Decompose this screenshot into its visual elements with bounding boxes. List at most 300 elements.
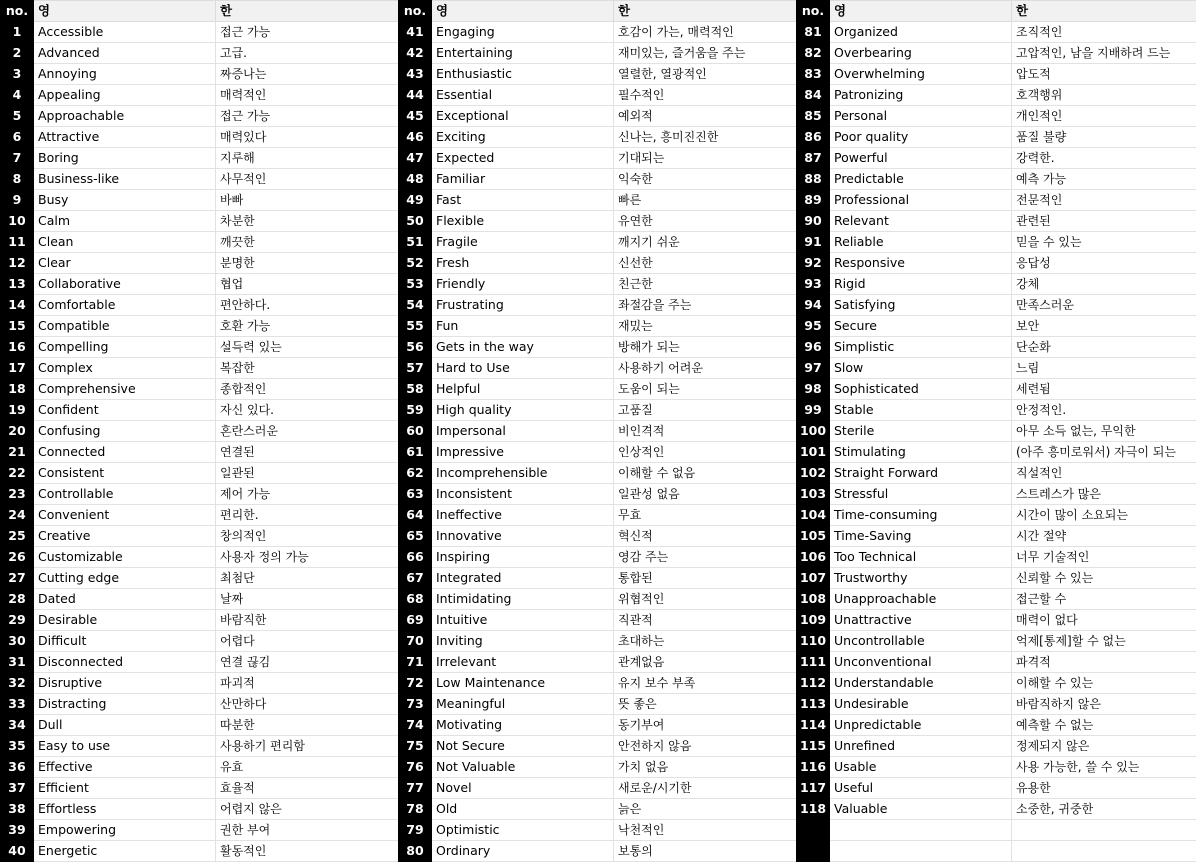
table-row bbox=[797, 715, 1196, 736]
english-word: Powerful bbox=[830, 148, 1012, 169]
row-number: 57 bbox=[399, 358, 432, 379]
table-row bbox=[797, 43, 1196, 64]
korean-translation: 방해가 되는 bbox=[614, 337, 799, 358]
english-word: Effective bbox=[34, 757, 216, 778]
korean-translation: 바람직하지 않은 bbox=[1012, 694, 1196, 715]
row-number bbox=[797, 841, 830, 862]
word-table bbox=[796, 0, 1196, 862]
row-number: 34 bbox=[1, 715, 34, 736]
korean-translation: 영감 주는 bbox=[614, 547, 799, 568]
korean-translation: 낙천적인 bbox=[614, 820, 799, 841]
row-number bbox=[797, 820, 830, 841]
table-row bbox=[1, 232, 401, 253]
table-row bbox=[1, 778, 401, 799]
korean-translation: 고급. bbox=[216, 43, 401, 64]
english-word: Dull bbox=[34, 715, 216, 736]
table-row bbox=[399, 337, 799, 358]
english-word: Stable bbox=[830, 400, 1012, 421]
table-row bbox=[797, 379, 1196, 400]
korean-translation: 비인격적 bbox=[614, 421, 799, 442]
korean-translation: 강력한. bbox=[1012, 148, 1196, 169]
korean-translation: 인상적인 bbox=[614, 442, 799, 463]
row-number: 37 bbox=[1, 778, 34, 799]
row-number: 117 bbox=[797, 778, 830, 799]
word-table-panel-1 bbox=[0, 0, 400, 862]
korean-translation: 종합적인 bbox=[216, 379, 401, 400]
english-word: Unattractive bbox=[830, 610, 1012, 631]
korean-translation: 파격적 bbox=[1012, 652, 1196, 673]
english-word: Energetic bbox=[34, 841, 216, 862]
english-word: Appealing bbox=[34, 85, 216, 106]
english-word: Entertaining bbox=[432, 43, 614, 64]
korean-translation: 동기부여 bbox=[614, 715, 799, 736]
row-number: 4 bbox=[1, 85, 34, 106]
table-row bbox=[399, 652, 799, 673]
row-number: 70 bbox=[399, 631, 432, 652]
korean-translation: 소중한, 귀중한 bbox=[1012, 799, 1196, 820]
korean-translation: 도움이 되는 bbox=[614, 379, 799, 400]
english-word: Intimidating bbox=[432, 589, 614, 610]
table-row bbox=[399, 295, 799, 316]
table-row bbox=[399, 169, 799, 190]
korean-translation: 예측할 수 없는 bbox=[1012, 715, 1196, 736]
table-row bbox=[797, 400, 1196, 421]
table-row bbox=[797, 694, 1196, 715]
table-row bbox=[797, 295, 1196, 316]
row-number: 103 bbox=[797, 484, 830, 505]
row-number: 35 bbox=[1, 736, 34, 757]
english-word: Convenient bbox=[34, 505, 216, 526]
row-number: 83 bbox=[797, 64, 830, 85]
table-row bbox=[399, 820, 799, 841]
table-row bbox=[797, 778, 1196, 799]
english-word: Connected bbox=[34, 442, 216, 463]
table-row bbox=[399, 463, 799, 484]
row-number: 52 bbox=[399, 253, 432, 274]
row-number: 99 bbox=[797, 400, 830, 421]
english-word: Meaningful bbox=[432, 694, 614, 715]
korean-translation: 좌절감을 주는 bbox=[614, 295, 799, 316]
row-number: 82 bbox=[797, 43, 830, 64]
table-row bbox=[399, 421, 799, 442]
english-word: Straight Forward bbox=[830, 463, 1012, 484]
table-row bbox=[1, 316, 401, 337]
row-number: 65 bbox=[399, 526, 432, 547]
table-row bbox=[1, 694, 401, 715]
row-number: 56 bbox=[399, 337, 432, 358]
row-number: 62 bbox=[399, 463, 432, 484]
table-row bbox=[1, 673, 401, 694]
row-number: 3 bbox=[1, 64, 34, 85]
korean-translation: 신나는, 흥미진진한 bbox=[614, 127, 799, 148]
korean-translation: 매력적인 bbox=[216, 85, 401, 106]
english-word: Too Technical bbox=[830, 547, 1012, 568]
english-word: Dated bbox=[34, 589, 216, 610]
table-row bbox=[1, 505, 401, 526]
row-number: 118 bbox=[797, 799, 830, 820]
row-number: 1 bbox=[1, 22, 34, 43]
table-row bbox=[797, 463, 1196, 484]
korean-translation: 열렬한, 열광적인 bbox=[614, 64, 799, 85]
row-number: 100 bbox=[797, 421, 830, 442]
row-number: 28 bbox=[1, 589, 34, 610]
table-row bbox=[797, 757, 1196, 778]
korean-translation: 직관적 bbox=[614, 610, 799, 631]
row-number: 81 bbox=[797, 22, 830, 43]
korean-translation: 창의적인 bbox=[216, 526, 401, 547]
table-row bbox=[399, 610, 799, 631]
row-number: 36 bbox=[1, 757, 34, 778]
row-number: 19 bbox=[1, 400, 34, 421]
korean-translation: 만족스러운 bbox=[1012, 295, 1196, 316]
table-row bbox=[1, 820, 401, 841]
korean-translation: 깨지기 쉬운 bbox=[614, 232, 799, 253]
korean-translation: 시간 절약 bbox=[1012, 526, 1196, 547]
row-number: 51 bbox=[399, 232, 432, 253]
header-no: no. bbox=[1, 1, 34, 22]
korean-translation: 고품질 bbox=[614, 400, 799, 421]
table-row bbox=[797, 148, 1196, 169]
table-row bbox=[1, 631, 401, 652]
table-row bbox=[399, 316, 799, 337]
english-word: Professional bbox=[830, 190, 1012, 211]
table-row bbox=[797, 421, 1196, 442]
row-number: 67 bbox=[399, 568, 432, 589]
table-row bbox=[399, 232, 799, 253]
english-word: Useful bbox=[830, 778, 1012, 799]
table-row bbox=[797, 337, 1196, 358]
table-row bbox=[399, 127, 799, 148]
korean-translation: 활동적인 bbox=[216, 841, 401, 862]
korean-translation: 깨끗한 bbox=[216, 232, 401, 253]
row-number: 77 bbox=[399, 778, 432, 799]
english-word: Sterile bbox=[830, 421, 1012, 442]
english-word: Easy to use bbox=[34, 736, 216, 757]
english-word: Unpredictable bbox=[830, 715, 1012, 736]
table-row bbox=[399, 778, 799, 799]
table-row bbox=[797, 589, 1196, 610]
table-row bbox=[1, 610, 401, 631]
english-word: Disconnected bbox=[34, 652, 216, 673]
korean-translation: 설득력 있는 bbox=[216, 337, 401, 358]
korean-translation: 시간이 많이 소요되는 bbox=[1012, 505, 1196, 526]
english-word: High quality bbox=[432, 400, 614, 421]
korean-translation: 분명한 bbox=[216, 253, 401, 274]
table-row bbox=[399, 736, 799, 757]
english-word: Engaging bbox=[432, 22, 614, 43]
row-number: 110 bbox=[797, 631, 830, 652]
english-word: Confusing bbox=[34, 421, 216, 442]
korean-translation: 관계없음 bbox=[614, 652, 799, 673]
korean-translation: 일관된 bbox=[216, 463, 401, 484]
korean-translation: 유연한 bbox=[614, 211, 799, 232]
english-word: Expected bbox=[432, 148, 614, 169]
english-word: Creative bbox=[34, 526, 216, 547]
korean-translation: 이해할 수 있는 bbox=[1012, 673, 1196, 694]
korean-translation: 연결 끊김 bbox=[216, 652, 401, 673]
table-row bbox=[1, 484, 401, 505]
english-word: Gets in the way bbox=[432, 337, 614, 358]
korean-translation: 유효 bbox=[216, 757, 401, 778]
korean-translation: 관련된 bbox=[1012, 211, 1196, 232]
table-row bbox=[1, 379, 401, 400]
korean-translation: 사용 가능한, 쓸 수 있는 bbox=[1012, 757, 1196, 778]
korean-translation: 세련됨 bbox=[1012, 379, 1196, 400]
row-number: 46 bbox=[399, 127, 432, 148]
korean-translation: 품질 불량 bbox=[1012, 127, 1196, 148]
row-number: 53 bbox=[399, 274, 432, 295]
row-number: 101 bbox=[797, 442, 830, 463]
table-row bbox=[797, 85, 1196, 106]
table-row bbox=[1, 400, 401, 421]
korean-translation: 무효 bbox=[614, 505, 799, 526]
korean-translation: 직설적인 bbox=[1012, 463, 1196, 484]
english-word: Personal bbox=[830, 106, 1012, 127]
english-word: Advanced bbox=[34, 43, 216, 64]
row-number: 66 bbox=[399, 547, 432, 568]
english-word: Distracting bbox=[34, 694, 216, 715]
header-english: 영 bbox=[432, 1, 614, 22]
row-number: 42 bbox=[399, 43, 432, 64]
korean-translation: 조직적인 bbox=[1012, 22, 1196, 43]
english-word: Disruptive bbox=[34, 673, 216, 694]
english-word: Time-Saving bbox=[830, 526, 1012, 547]
row-number: 7 bbox=[1, 148, 34, 169]
table-row bbox=[797, 211, 1196, 232]
word-table bbox=[0, 0, 401, 862]
english-word: Not Valuable bbox=[432, 757, 614, 778]
korean-translation: 협업 bbox=[216, 274, 401, 295]
table-row bbox=[1, 127, 401, 148]
table-row bbox=[399, 631, 799, 652]
row-number: 109 bbox=[797, 610, 830, 631]
table-row bbox=[1, 841, 401, 862]
korean-translation: 연결된 bbox=[216, 442, 401, 463]
row-number: 27 bbox=[1, 568, 34, 589]
korean-translation: 보안 bbox=[1012, 316, 1196, 337]
row-number: 12 bbox=[1, 253, 34, 274]
korean-translation: 믿을 수 있는 bbox=[1012, 232, 1196, 253]
row-number: 2 bbox=[1, 43, 34, 64]
row-number: 32 bbox=[1, 673, 34, 694]
table-row bbox=[797, 484, 1196, 505]
header-korean: 한 bbox=[216, 1, 401, 22]
english-word: Difficult bbox=[34, 631, 216, 652]
table-row bbox=[399, 568, 799, 589]
korean-translation: 안정적인. bbox=[1012, 400, 1196, 421]
row-number: 31 bbox=[1, 652, 34, 673]
english-word: Attractive bbox=[34, 127, 216, 148]
row-number: 33 bbox=[1, 694, 34, 715]
row-number: 64 bbox=[399, 505, 432, 526]
table-row bbox=[399, 589, 799, 610]
row-number: 60 bbox=[399, 421, 432, 442]
table-row bbox=[399, 673, 799, 694]
table-row bbox=[797, 169, 1196, 190]
korean-translation: 고압적인, 남을 지배하려 드는 bbox=[1012, 43, 1196, 64]
korean-translation: 뜻 좋은 bbox=[614, 694, 799, 715]
english-word: Confident bbox=[34, 400, 216, 421]
table-row bbox=[797, 631, 1196, 652]
table-row bbox=[399, 757, 799, 778]
row-number: 116 bbox=[797, 757, 830, 778]
english-word: Understandable bbox=[830, 673, 1012, 694]
english-word: Innovative bbox=[432, 526, 614, 547]
row-number: 38 bbox=[1, 799, 34, 820]
korean-translation: 사용하기 편리함 bbox=[216, 736, 401, 757]
english-word: Compelling bbox=[34, 337, 216, 358]
table-row bbox=[797, 673, 1196, 694]
english-word: Comprehensive bbox=[34, 379, 216, 400]
english-word: Inviting bbox=[432, 631, 614, 652]
english-word: Enthusiastic bbox=[432, 64, 614, 85]
table-row bbox=[399, 547, 799, 568]
korean-translation: (아주 흥미로워서) 자극이 되는 bbox=[1012, 442, 1196, 463]
korean-translation: 개인적인 bbox=[1012, 106, 1196, 127]
english-word: Calm bbox=[34, 211, 216, 232]
row-number: 21 bbox=[1, 442, 34, 463]
english-word: Ordinary bbox=[432, 841, 614, 862]
english-word: Helpful bbox=[432, 379, 614, 400]
table-row bbox=[1, 463, 401, 484]
row-number: 72 bbox=[399, 673, 432, 694]
english-word: Simplistic bbox=[830, 337, 1012, 358]
korean-translation: 위협적인 bbox=[614, 589, 799, 610]
table-row bbox=[797, 841, 1196, 862]
row-number: 8 bbox=[1, 169, 34, 190]
korean-translation: 혁신적 bbox=[614, 526, 799, 547]
table-row bbox=[797, 526, 1196, 547]
table-row bbox=[1, 211, 401, 232]
korean-translation: 복잡한 bbox=[216, 358, 401, 379]
english-word: Satisfying bbox=[830, 295, 1012, 316]
row-number: 40 bbox=[1, 841, 34, 862]
row-number: 10 bbox=[1, 211, 34, 232]
row-number: 55 bbox=[399, 316, 432, 337]
row-number: 16 bbox=[1, 337, 34, 358]
english-word: Novel bbox=[432, 778, 614, 799]
row-number: 87 bbox=[797, 148, 830, 169]
english-word bbox=[830, 841, 1012, 862]
row-number: 13 bbox=[1, 274, 34, 295]
table-row bbox=[399, 799, 799, 820]
row-number: 68 bbox=[399, 589, 432, 610]
header-row bbox=[1, 1, 401, 22]
table-row bbox=[797, 274, 1196, 295]
korean-translation: 호환 가능 bbox=[216, 316, 401, 337]
english-word: Stressful bbox=[830, 484, 1012, 505]
table-row bbox=[1, 337, 401, 358]
english-word: Impressive bbox=[432, 442, 614, 463]
english-word: Collaborative bbox=[34, 274, 216, 295]
korean-translation: 느림 bbox=[1012, 358, 1196, 379]
table-row bbox=[399, 106, 799, 127]
table-row bbox=[1, 589, 401, 610]
row-number: 17 bbox=[1, 358, 34, 379]
english-word: Desirable bbox=[34, 610, 216, 631]
korean-translation: 너무 기술적인 bbox=[1012, 547, 1196, 568]
table-row bbox=[1, 757, 401, 778]
table-row bbox=[797, 232, 1196, 253]
korean-translation: 압도적 bbox=[1012, 64, 1196, 85]
row-number: 58 bbox=[399, 379, 432, 400]
header-english: 영 bbox=[830, 1, 1012, 22]
english-word: Not Secure bbox=[432, 736, 614, 757]
row-number: 96 bbox=[797, 337, 830, 358]
english-word: Secure bbox=[830, 316, 1012, 337]
english-word: Rigid bbox=[830, 274, 1012, 295]
korean-translation: 날짜 bbox=[216, 589, 401, 610]
row-number: 76 bbox=[399, 757, 432, 778]
korean-translation: 예측 가능 bbox=[1012, 169, 1196, 190]
header-row bbox=[399, 1, 799, 22]
korean-translation: 접근 가능 bbox=[216, 106, 401, 127]
row-number: 48 bbox=[399, 169, 432, 190]
korean-translation: 지루해 bbox=[216, 148, 401, 169]
korean-translation: 혼란스러운 bbox=[216, 421, 401, 442]
korean-translation: 매력이 없다 bbox=[1012, 610, 1196, 631]
table-row bbox=[1, 547, 401, 568]
row-number: 30 bbox=[1, 631, 34, 652]
english-word: Fun bbox=[432, 316, 614, 337]
english-word: Compatible bbox=[34, 316, 216, 337]
english-word: Poor quality bbox=[830, 127, 1012, 148]
row-number: 94 bbox=[797, 295, 830, 316]
row-number: 75 bbox=[399, 736, 432, 757]
english-word: Unrefined bbox=[830, 736, 1012, 757]
korean-translation: 빠른 bbox=[614, 190, 799, 211]
row-number: 15 bbox=[1, 316, 34, 337]
korean-translation: 따분한 bbox=[216, 715, 401, 736]
korean-translation: 강체 bbox=[1012, 274, 1196, 295]
table-row bbox=[399, 85, 799, 106]
english-word: Organized bbox=[830, 22, 1012, 43]
korean-translation: 접근 가능 bbox=[216, 22, 401, 43]
row-number: 29 bbox=[1, 610, 34, 631]
table-row bbox=[797, 190, 1196, 211]
english-word: Essential bbox=[432, 85, 614, 106]
english-word: Controllable bbox=[34, 484, 216, 505]
english-word: Old bbox=[432, 799, 614, 820]
korean-translation: 스트레스가 많은 bbox=[1012, 484, 1196, 505]
row-number: 44 bbox=[399, 85, 432, 106]
korean-translation: 사무적인 bbox=[216, 169, 401, 190]
english-word: Familiar bbox=[432, 169, 614, 190]
english-word: Clear bbox=[34, 253, 216, 274]
table-row bbox=[797, 106, 1196, 127]
korean-translation: 바빠 bbox=[216, 190, 401, 211]
korean-translation: 친근한 bbox=[614, 274, 799, 295]
row-number: 23 bbox=[1, 484, 34, 505]
table-row bbox=[399, 694, 799, 715]
row-number: 61 bbox=[399, 442, 432, 463]
korean-translation: 통합된 bbox=[614, 568, 799, 589]
english-word: Business-like bbox=[34, 169, 216, 190]
row-number: 115 bbox=[797, 736, 830, 757]
row-number: 97 bbox=[797, 358, 830, 379]
table-row bbox=[797, 64, 1196, 85]
row-number: 20 bbox=[1, 421, 34, 442]
row-number: 69 bbox=[399, 610, 432, 631]
row-number: 85 bbox=[797, 106, 830, 127]
english-word: Uncontrollable bbox=[830, 631, 1012, 652]
table-row bbox=[399, 484, 799, 505]
table-row bbox=[1, 190, 401, 211]
row-number: 43 bbox=[399, 64, 432, 85]
english-word: Intuitive bbox=[432, 610, 614, 631]
table-row bbox=[399, 379, 799, 400]
row-number: 78 bbox=[399, 799, 432, 820]
